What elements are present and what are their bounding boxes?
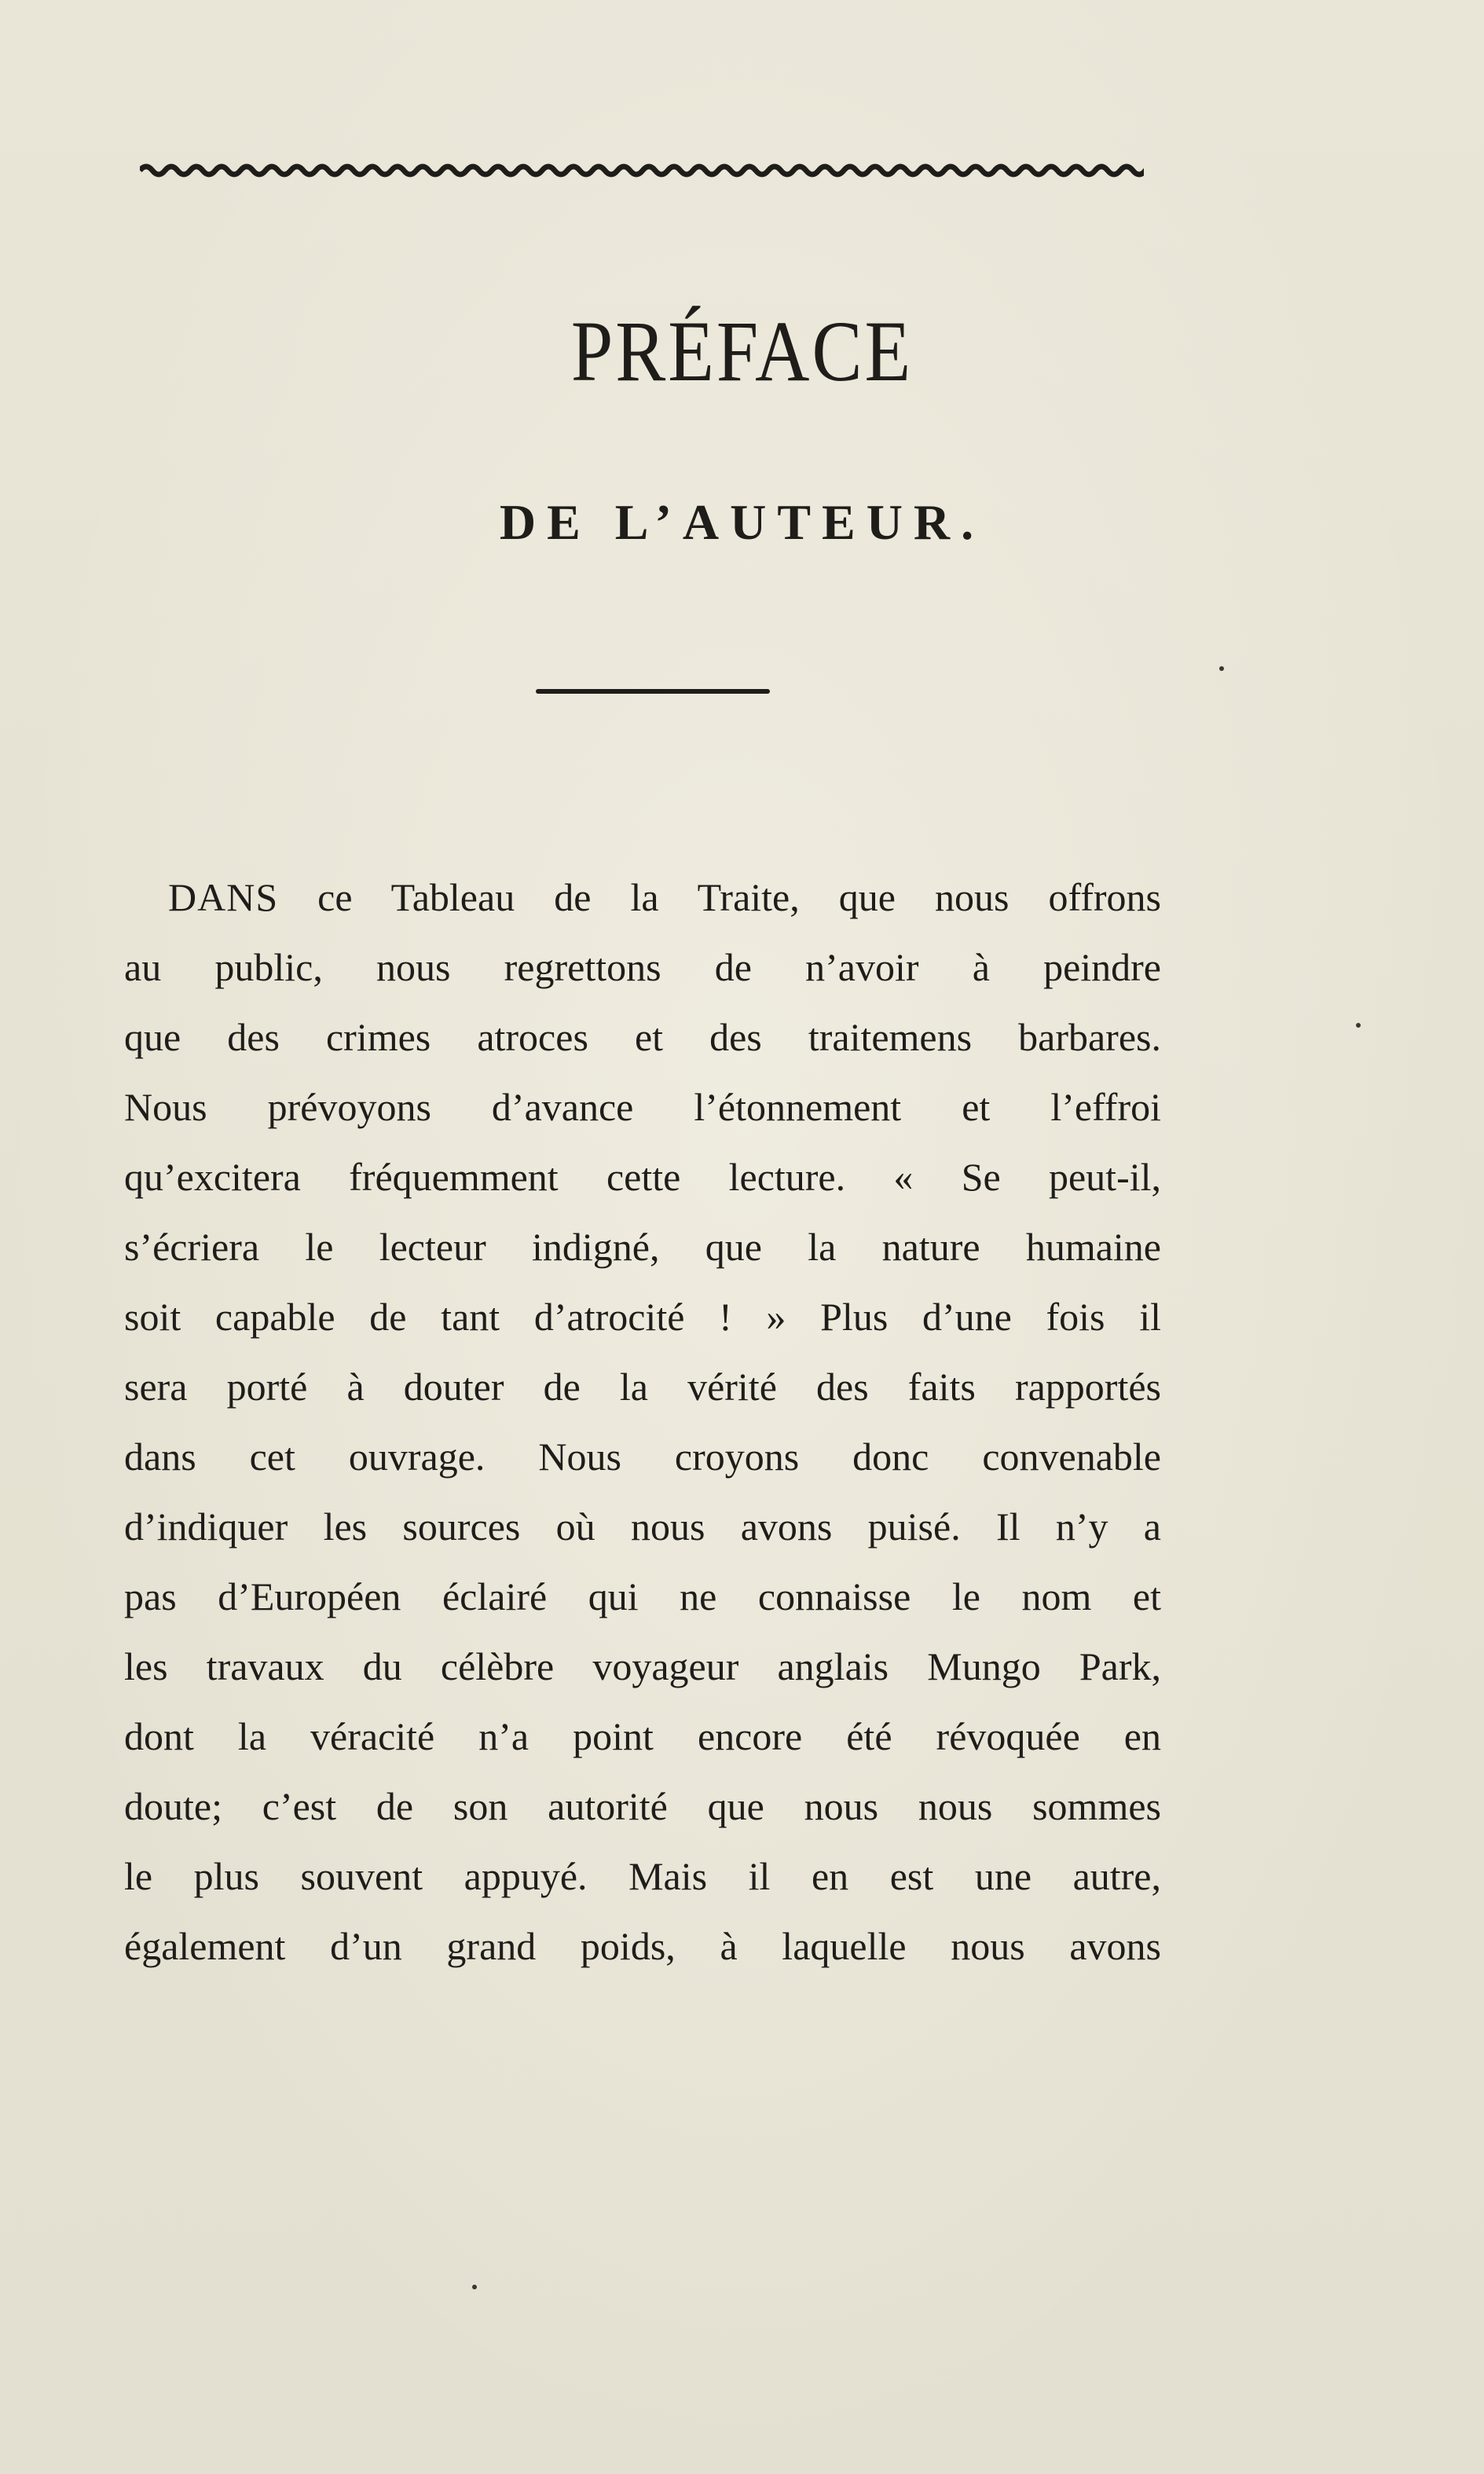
- text-line: DANS ce Tableau de la Traite, que nous offrons: [168, 875, 1161, 919]
- text-line: d’indiquer les sources où nous avons puisé. Il n’y a: [124, 1505, 1161, 1549]
- paper-speck: [472, 2285, 477, 2289]
- text-line: doute; c’est de son autorité que nous nous sommes: [124, 1784, 1161, 1828]
- text-line: s’écriera le lecteur indigné, que la nature humaine: [124, 1225, 1161, 1269]
- preface-paragraph: [124, 863, 1161, 1981]
- text-line: Nous prévoyons d’avance l’étonnement et l’effroi: [124, 1085, 1161, 1129]
- text-line: sera porté à douter de la vérité des faits rapportés: [124, 1365, 1161, 1409]
- opening-word: DANS: [168, 875, 279, 919]
- decorative-border-ornament: [140, 160, 1144, 181]
- text-line: dans cet ouvrage. Nous croyons donc convenable: [124, 1435, 1161, 1479]
- text-line: le plus souvent appuyé. Mais il en est une autre,: [124, 1854, 1161, 1898]
- text-line: que des crimes atroces et des traitemens barbares.: [124, 1015, 1161, 1059]
- page-title: PRÉFACE: [570, 302, 914, 400]
- title-divider-rule: [536, 689, 770, 694]
- text-line: qu’excitera fréquemment cette lecture. « Se peut-il,: [124, 1155, 1161, 1199]
- page-subtitle: DE L’AUTEUR.: [499, 494, 985, 550]
- text-line: les travaux du célèbre voyageur anglais Mungo Park,: [124, 1644, 1161, 1688]
- text-line: au public, nous regrettons de n’avoir à peindre: [124, 945, 1161, 989]
- text-line: dont la véracité n’a point encore été révoquée en: [124, 1714, 1161, 1758]
- text-line: également d’un grand poids, à laquelle nous avons: [124, 1924, 1161, 1968]
- text-line: pas d’Européen éclairé qui ne connaisse le nom et: [124, 1574, 1161, 1618]
- paper-speck: [1356, 1023, 1361, 1028]
- text-line: soit capable de tant d’atrocité ! » Plus d’une fois il: [124, 1295, 1161, 1339]
- paper-speck: [1219, 666, 1224, 671]
